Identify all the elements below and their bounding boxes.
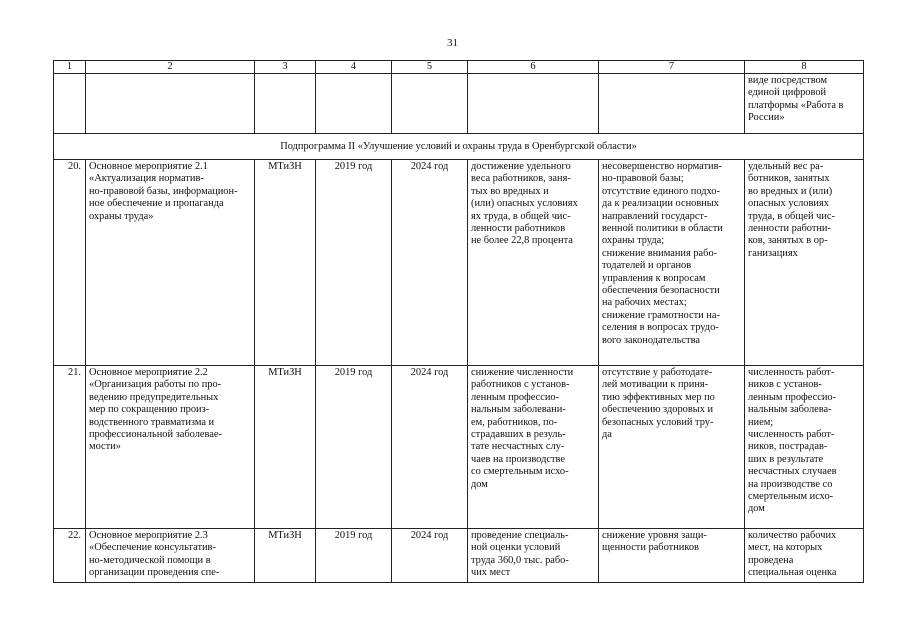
column-number: 8 bbox=[745, 61, 864, 74]
empty-cell bbox=[54, 74, 86, 134]
page-number: 31 bbox=[447, 37, 458, 49]
row-number: 22. bbox=[54, 529, 86, 583]
indicator: удельный вес ра- ботников, занятых во вредных и (или) опасных условиях труда, в общей чис- ленности работни- ков, занятых в ор- ганизациях bbox=[745, 160, 864, 366]
end-year: 2024 год bbox=[392, 160, 468, 366]
column-number: 2 bbox=[86, 61, 255, 74]
indicator-cell: виде посредством единой цифровой платформы «Работа в России» bbox=[745, 74, 864, 134]
row-number: 21. bbox=[54, 366, 86, 529]
empty-cell bbox=[86, 74, 255, 134]
executor: МТиЗН bbox=[255, 160, 316, 366]
empty-cell bbox=[316, 74, 392, 134]
table-row bbox=[54, 529, 864, 583]
column-number: 1 bbox=[54, 61, 86, 74]
subprogram-title: Подпрограмма II «Улучшение условий и охраны труда в Оренбургской области» bbox=[54, 134, 864, 160]
table-row bbox=[54, 160, 864, 366]
measure-name: Основное мероприятие 2.1 «Актуализация норматив- но-правовой базы, информацион- ное обеспечение и пропаганда охраны труда» bbox=[86, 160, 255, 366]
measure-name: Основное мероприятие 2.2 «Организация работы по про- ведению предупредительных мер по сокращению произ- водственного травматизма и профессиональной заболевае- мости» bbox=[86, 366, 255, 529]
subprogram-row bbox=[54, 134, 864, 160]
column-number: 7 bbox=[599, 61, 745, 74]
column-number: 5 bbox=[392, 61, 468, 74]
measures-table bbox=[53, 60, 864, 583]
consequences: снижение уровня защи- щенности работников bbox=[599, 529, 745, 583]
column-number: 3 bbox=[255, 61, 316, 74]
column-number: 6 bbox=[468, 61, 599, 74]
empty-cell bbox=[468, 74, 599, 134]
empty-cell bbox=[599, 74, 745, 134]
executor: МТиЗН bbox=[255, 529, 316, 583]
empty-cell bbox=[392, 74, 468, 134]
end-year: 2024 год bbox=[392, 366, 468, 529]
column-number: 4 bbox=[316, 61, 392, 74]
consequences: отсутствие у работодате- лей мотивации к приня- тию эффективных мер по обеспечению здоровых и безопасных условий тру- да bbox=[599, 366, 745, 529]
indicator: количество рабочих мест, на которых проведена специальная оценка bbox=[745, 529, 864, 583]
empty-cell bbox=[255, 74, 316, 134]
expected-result: снижение численности работников с установ- ленным профессио- нальным заболевани- ем, работников, по- страдавших в резуль- тате несчастных слу- чаев на производстве со смертельным исхо- дом bbox=[468, 366, 599, 529]
measure-name: Основное мероприятие 2.3 «Обеспечение консультатив- но-методической помощи в организации проведения спе- bbox=[86, 529, 255, 583]
consequences: несовершенство норматив- но-правовой базы; отсутствие единого подхо- да к реализации основных направлений государст- венной политики в области охраны труда; снижение внимания рабо- тодателей и органов управления к вопросам обеспечения безопасности на рабочих местах; снижение грамотности на- селения в вопросах трудо- вого законодательства bbox=[599, 160, 745, 366]
indicator: численность работ- ников с установ- ленным профессио- нальным заболева- нием; численность работ- ников, пострадав- ших в результате несчастных случаев на производстве со смертельным исхо- дом bbox=[745, 366, 864, 529]
expected-result: достижение удельного веса работников, заня- тых во вредных и (или) опасных условиях ях труда, в общей чис- ленности работников не более 22,8 процента bbox=[468, 160, 599, 366]
row-number: 20. bbox=[54, 160, 86, 366]
continuation-row bbox=[54, 74, 864, 134]
expected-result: проведение специаль- ной оценки условий труда 360,0 тыс. рабо- чих мест bbox=[468, 529, 599, 583]
table-row bbox=[54, 366, 864, 529]
start-year: 2019 год bbox=[316, 366, 392, 529]
column-number-row bbox=[54, 61, 864, 74]
end-year: 2024 год bbox=[392, 529, 468, 583]
executor: МТиЗН bbox=[255, 366, 316, 529]
start-year: 2019 год bbox=[316, 529, 392, 583]
start-year: 2019 год bbox=[316, 160, 392, 366]
